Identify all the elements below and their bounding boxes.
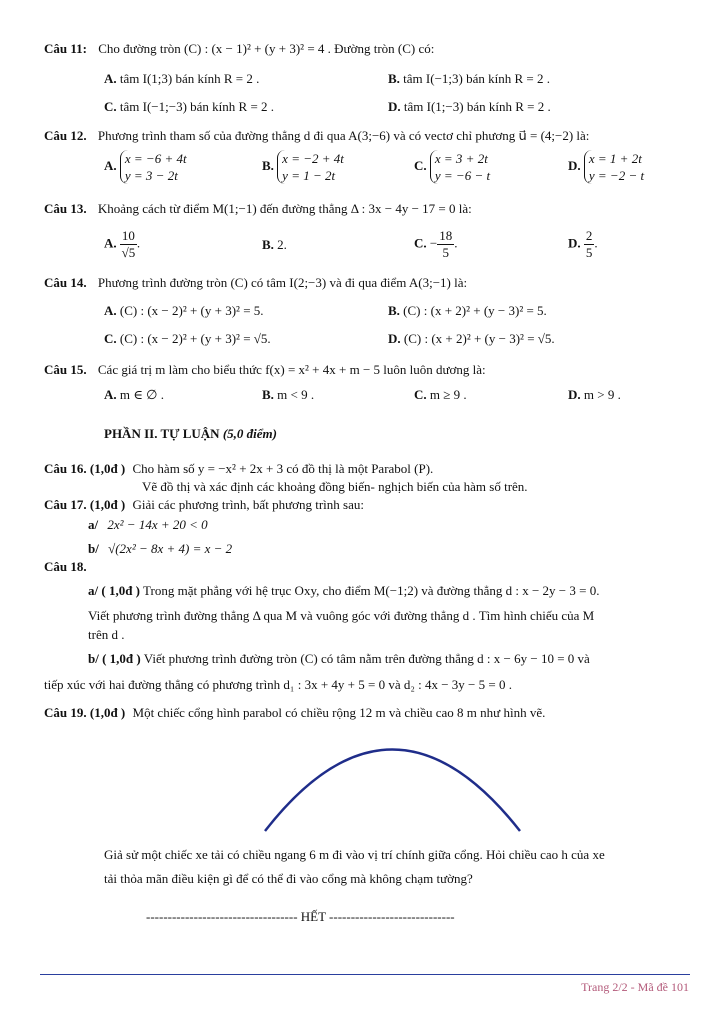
q17-row: [44, 496, 364, 514]
q13-option-c[interactable]: C. − $\frac{18}{5}$ .: [414, 228, 458, 260]
q13-option-a[interactable]: A. $\frac{10}{√5}$ .: [104, 228, 141, 260]
q14-label: Câu 14.: [44, 275, 87, 290]
option-text: m ≥ 9 .: [429, 387, 467, 402]
part-text: √(2x² − 8x + 4) = x − 2: [108, 541, 233, 556]
option-key: B.: [262, 387, 274, 402]
section-score: (5,0 điểm): [222, 426, 277, 441]
q11-option-b[interactable]: [388, 70, 550, 88]
q12-option-d[interactable]: [568, 150, 644, 184]
q18-part-b: [88, 650, 590, 668]
q17-label: Câu 17. (1,0đ ): [44, 497, 126, 512]
q16-text: Cho hàm số y = −x² + 2x + 3 có đồ thị là một Parabol (P).: [132, 461, 434, 476]
q11-label: Câu 11:: [44, 41, 87, 56]
q11-option-d[interactable]: [388, 98, 551, 116]
option-key: A.: [104, 157, 117, 173]
q14-option-c[interactable]: [104, 330, 271, 348]
equation-system: x = 1 + 2t y = −2 − t: [584, 150, 644, 184]
q17-part-b: [88, 540, 232, 558]
q18-label: Câu 18.: [44, 559, 87, 574]
q13-option-b[interactable]: [262, 236, 287, 254]
q16-line2: Vẽ đồ thị và xác định các khoảng đồng biến- nghịch biến của hàm số trên.: [142, 479, 528, 494]
part-key: b/ ( 1,0đ ): [88, 651, 141, 666]
q17-text: Giải các phương trình, bất phương trình sau:: [132, 497, 364, 512]
part-key: a/: [88, 517, 99, 532]
q18-b-line2: tiếp xúc với hai đường thẳng có phương trình d₁ : 3x + 4y + 5 = 0 và d₂ : 4x − 3y − 5 = 0 .: [44, 677, 512, 692]
part-text: 2x² − 14x + 20 < 0: [107, 517, 208, 532]
q18-a-line3: trên d .: [88, 627, 125, 642]
q19-line3: tải thỏa mãn điều kiện gì để có thể đi vào cổng mà không chạm tường?: [104, 871, 473, 886]
option-key: D.: [568, 235, 581, 251]
equation-system: x = −6 + 4t y = 3 − 2t: [120, 150, 187, 184]
q11-option-c[interactable]: [104, 98, 274, 116]
part-key: a/ ( 1,0đ ): [88, 583, 140, 598]
q12-label: Câu 12.: [44, 128, 87, 143]
q15-option-b[interactable]: [262, 386, 314, 404]
page-footer: Trang 2/2 - Mã đề 101: [581, 980, 689, 994]
parabola-arch: [265, 750, 520, 832]
option-text: tâm I(1;3) bán kính R = 2 .: [119, 71, 260, 86]
equation-system: x = −2 + 4t y = 1 − 2t: [277, 150, 344, 184]
q18-a-line2: Viết phương trình đường thẳng Δ qua M và vuông góc với đường thẳng d . Tìm hình chiếu của M: [88, 608, 595, 623]
footer-rule: [40, 974, 690, 975]
option-key: D.: [568, 387, 581, 402]
q14-option-a[interactable]: [104, 302, 264, 320]
option-text: m > 9 .: [583, 387, 621, 402]
fraction: $\frac{2}{5}$: [585, 228, 593, 260]
option-key: B.: [388, 71, 400, 86]
q12-row: [44, 127, 589, 145]
q19-line2: Giả sử một chiếc xe tải có chiều ngang 6 m đi vào vị trí chính giữa cổng. Hỏi chiều cao h của xe: [104, 847, 605, 862]
option-key: A.: [104, 387, 117, 402]
q14-row: [44, 274, 467, 292]
option-key: B.: [262, 237, 274, 252]
q15-option-c[interactable]: [414, 386, 467, 404]
q15-option-a[interactable]: [104, 386, 164, 404]
end-marker: ----------------------------------- HẾT -----------------------------: [146, 909, 455, 924]
q19-text: Một chiếc cổng hình parabol có chiều rộng 12 m và chiều cao 8 m như hình vẽ.: [132, 705, 546, 720]
option-text: (C) : (x − 2)² + (y + 3)² = √5.: [119, 331, 271, 346]
option-key: A.: [104, 303, 117, 318]
parabola-arch-figure: [255, 728, 530, 838]
option-key: B.: [262, 157, 274, 173]
q14-option-d[interactable]: [388, 330, 555, 348]
part-text: Viết phương trình đường tròn (C) có tâm nằm trên đường thẳng d : x − 6y − 10 = 0 và: [143, 651, 590, 666]
equation-system: x = 3 + 2t y = −6 − t: [430, 150, 490, 184]
option-key: A.: [104, 235, 117, 251]
q19-label: Câu 19. (1,0đ ): [44, 705, 126, 720]
q18-part-a: [88, 582, 599, 600]
option-text: 2.: [277, 237, 287, 252]
option-key: B.: [388, 303, 400, 318]
option-text: (C) : (x + 2)² + (y − 3)² = √5.: [403, 331, 555, 346]
q13-option-d[interactable]: D. $\frac{2}{5}$ .: [568, 228, 598, 260]
q12-option-b[interactable]: [262, 150, 344, 184]
fraction: $\frac{10}{√5}$: [121, 228, 136, 260]
option-key: D.: [388, 331, 401, 346]
option-text: m < 9 .: [277, 387, 315, 402]
q12-stem: Phương trình tham số của đường thẳng d đi qua A(3;−6) và có vectơ chỉ phương u⃗ = (4;−2) là:: [97, 128, 590, 143]
q12-option-a[interactable]: [104, 150, 187, 184]
part-text: Trong mặt phẳng với hệ trục Oxy, cho điểm M(−1;2) và đường thẳng d : x − 2y − 3 = 0.: [143, 583, 600, 598]
q13-label: Câu 13.: [44, 201, 87, 216]
q19-row: [44, 704, 545, 722]
option-text: tâm I(−1;3) bán kính R = 2 .: [403, 71, 550, 86]
q16-label: Câu 16. (1,0đ ): [44, 461, 126, 476]
section-title: PHẦN II. TỰ LUẬN: [104, 426, 220, 441]
q12-option-c[interactable]: [414, 150, 490, 184]
option-key: C.: [104, 99, 117, 114]
option-key: D.: [388, 99, 401, 114]
q15-row: [44, 361, 486, 379]
q11-stem: Cho đường tròn (C) : (x − 1)² + (y + 3)² = 4 . Đường tròn (C) có:: [98, 41, 435, 56]
option-text: m ∈ ∅ .: [119, 387, 164, 402]
part-key: b/: [88, 541, 99, 556]
q15-label: Câu 15.: [44, 362, 87, 377]
option-key: C.: [104, 331, 117, 346]
q14-stem: Phương trình đường tròn (C) có tâm I(2;−3) và đi qua điểm A(3;−1) là:: [97, 275, 468, 290]
q17-part-a: [88, 516, 208, 534]
q15-option-d[interactable]: [568, 386, 621, 404]
option-text: (C) : (x + 2)² + (y − 3)² = 5.: [403, 303, 547, 318]
q11-row: [44, 40, 434, 58]
option-text: tâm I(1;−3) bán kính R = 2 .: [403, 99, 551, 114]
option-key: A.: [104, 71, 117, 86]
q14-option-b[interactable]: [388, 302, 547, 320]
option-key: D.: [568, 157, 581, 173]
fraction: $\frac{18}{5}$: [439, 228, 453, 260]
q16-row: [44, 460, 433, 478]
option-text: tâm I(−1;−3) bán kính R = 2 .: [119, 99, 275, 114]
option-key: C.: [414, 157, 427, 173]
option-text: (C) : (x − 2)² + (y + 3)² = 5.: [119, 303, 264, 318]
section-heading: [104, 425, 277, 443]
option-key: C.: [414, 387, 427, 402]
option-key: C.: [414, 235, 427, 251]
q15-stem: Các giá trị m làm cho biểu thức f(x) = x² + 4x + m − 5 luôn luôn dương là:: [97, 362, 486, 377]
q13-stem: Khoảng cách từ điểm M(1;−1) đến đường thẳng Δ : 3x − 4y − 17 = 0 là:: [97, 201, 472, 216]
q13-row: [44, 200, 472, 218]
q11-option-a[interactable]: [104, 70, 259, 88]
